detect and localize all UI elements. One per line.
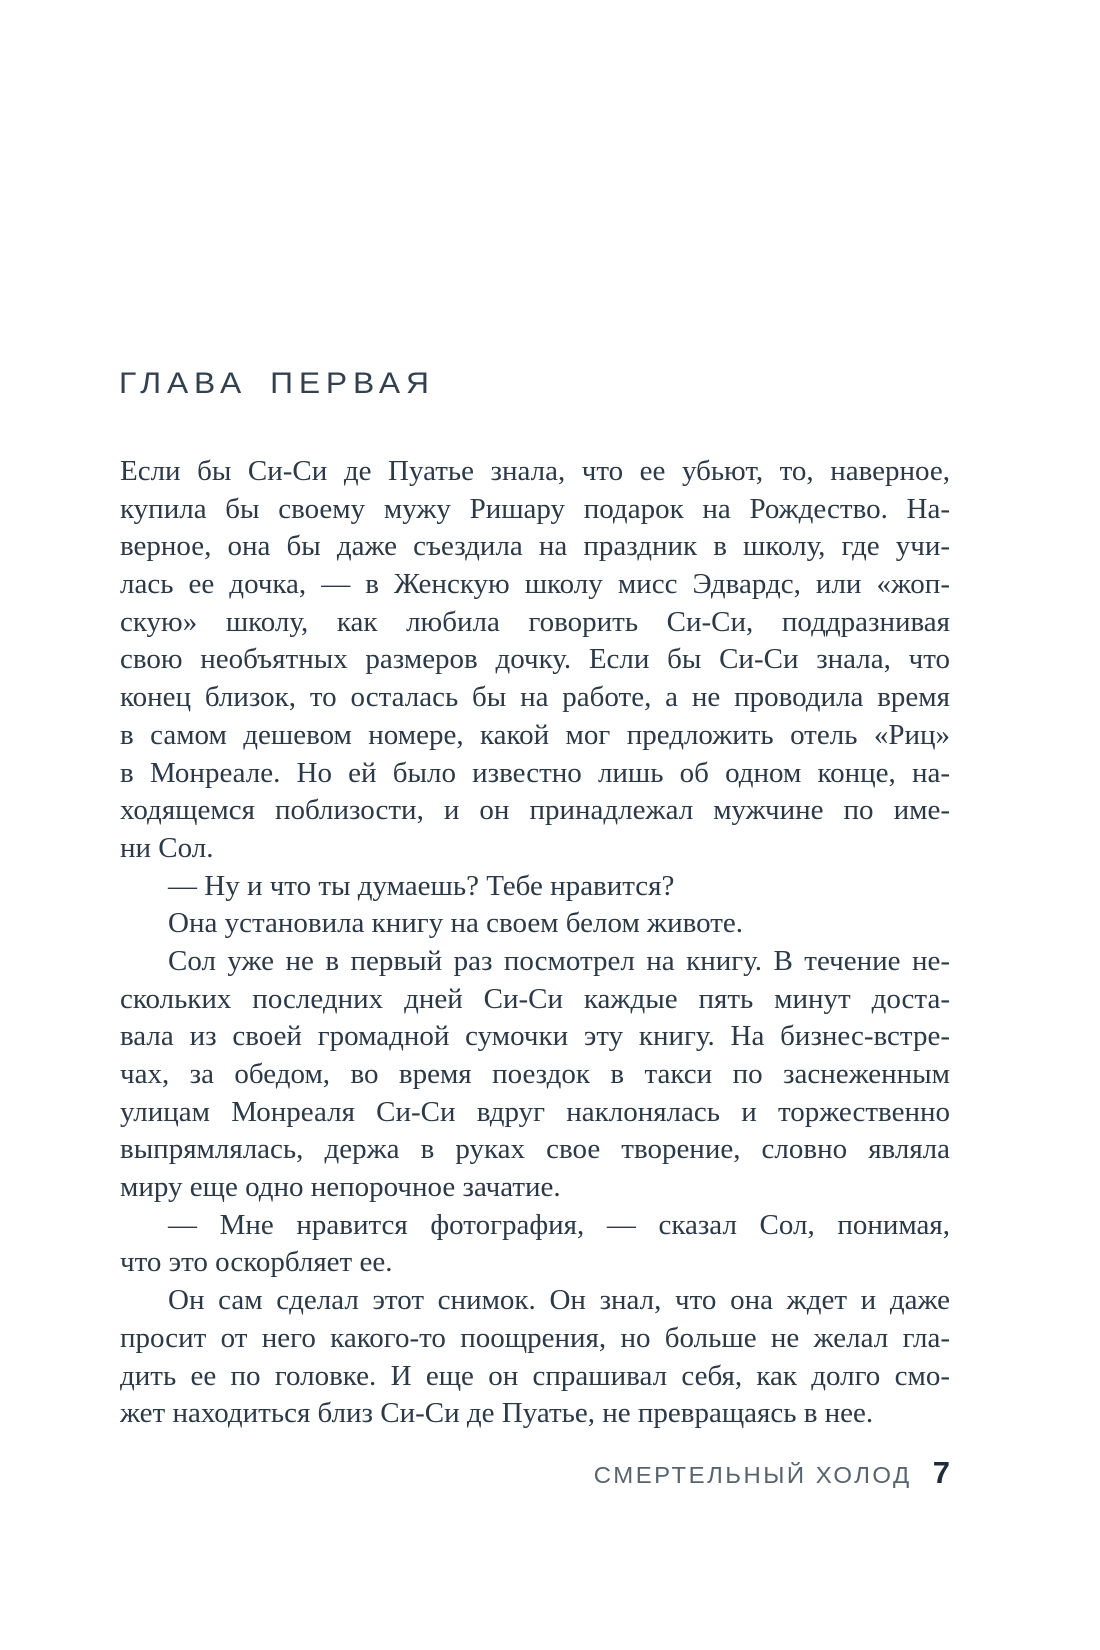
text-line: лась ее дочка, — в Женскую школу мисс Эдвардс, или «жоп- — [120, 568, 950, 601]
chapter-heading: ГЛАВА ПЕРВАЯ — [119, 367, 435, 401]
text-line: вала из своей громадной сумочки эту книгу. На бизнес-встре- — [120, 1020, 950, 1053]
text-line: чах, за обедом, во время поездок в такси по заснеженным — [120, 1058, 950, 1090]
text-line: скольких последних дней Си-Си каждые пять минут доста- — [120, 982, 950, 1015]
text-line: купила бы своему мужу Ришару подарок на Рождество. На- — [120, 492, 950, 525]
text-line: просит от него какого-то поощрения, но больше не желал гла- — [120, 1321, 950, 1354]
text-line: дить ее по головке. И еще он спрашивал себя, как долго смо- — [120, 1359, 950, 1392]
page-footer — [593, 1455, 950, 1491]
text-line: ни Сол. — [120, 831, 214, 864]
text-line: в самом дешевом номере, какой мог предложить отель «Риц» — [120, 718, 950, 751]
text-line: выпрямлялась, держа в руках свое творение, словно являла — [120, 1133, 950, 1166]
text-line: миру еще одно непорочное зачатие. — [120, 1171, 561, 1204]
text-line: что это оскорбляет ее. — [120, 1246, 393, 1279]
text-line: Сол уже не в первый раз посмотрел на книгу. В течение не- — [168, 944, 950, 977]
text-line: — Ну и что ты думаешь? Тебе нравится? — [168, 869, 675, 902]
body-text — [120, 453, 950, 1433]
text-line: Она установила книгу на своем белом животе. — [168, 907, 744, 940]
text-line: — Мне нравится фотография, — сказал Сол, понимая, — [168, 1208, 950, 1241]
text-line: ходящемся поблизости, и он принадлежал мужчине по име- — [120, 794, 950, 827]
text-line: свою необъятных размеров дочку. Если бы Си-Си знала, что — [120, 643, 950, 676]
text-line: скую» школу, как любила говорить Си-Си, поддразнивая — [120, 605, 950, 638]
text-line: конец близок, то осталась бы на работе, а не проводила время — [120, 681, 950, 714]
text-line: верное, она бы даже съездила на праздник в школу, где учи- — [120, 530, 950, 563]
text-line: жет находиться близ Си-Си де Пуатье, не превращаясь в нее. — [120, 1397, 874, 1430]
text-line: в Монреале. Но ей было известно лишь об одном конце, на- — [120, 756, 950, 789]
page-number: 7 — [932, 1455, 950, 1490]
text-line: улицам Монреаля Си-Си вдруг наклонялась и торжественно — [120, 1095, 950, 1128]
text-line: Он сам сделал этот снимок. Он знал, что она ждет и даже — [168, 1284, 950, 1317]
text-line: Если бы Си-Си де Пуатье знала, что ее убьют, то, наверное, — [120, 455, 950, 487]
running-title: СМЕРТЕЛЬНЫЙ ХОЛОД — [593, 1462, 912, 1488]
